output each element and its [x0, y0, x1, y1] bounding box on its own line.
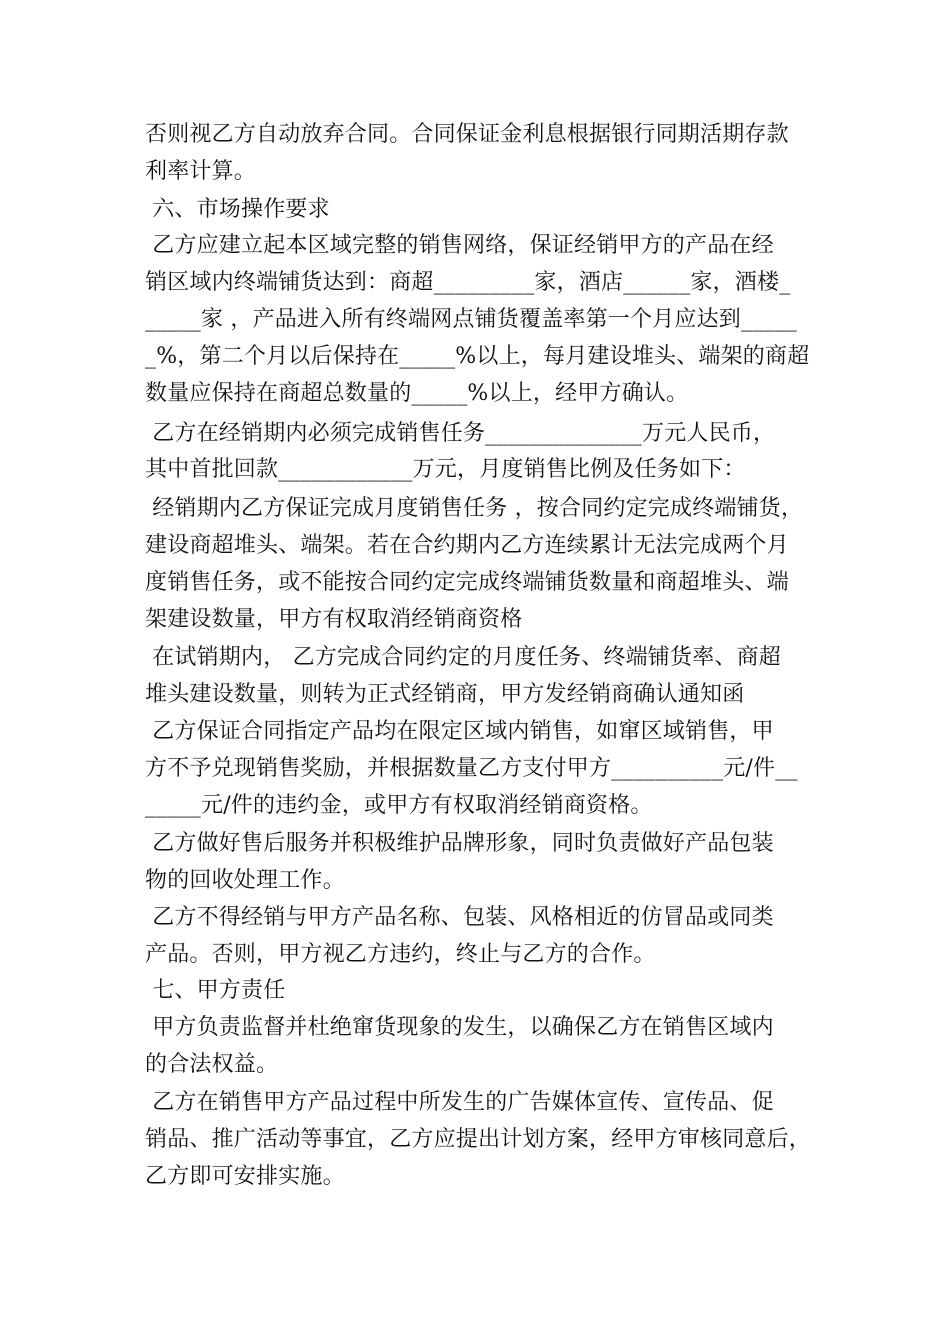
- section-heading-six: 六、市场操作要求: [145, 197, 330, 222]
- text-line: _____元/件的违约金，或甲方有权取消经销商资格。: [145, 793, 653, 818]
- text-line: _____家 ，产品进入所有终端网点铺货覆盖率第一个月应达到_____: [145, 307, 797, 332]
- text-line: 经销期内乙方保证完成月度销售任务 ，按合同约定完成终端铺货，: [145, 496, 804, 521]
- text-line: 乙方不得经销与甲方产品名称、包装、风格相近的仿冒品或同类: [145, 905, 774, 930]
- text-line: _%，第二个月以后保持在_____%以上，每月建设堆头、端架的商超: [145, 344, 810, 369]
- text-line: 乙方保证合同指定产品均在限定区域内销售，如窜区域销售，甲: [145, 719, 774, 744]
- text-line: 数量应保持在商超总数量的_____%以上，经甲方确认。: [145, 381, 689, 406]
- text-line: 甲方负责监督并杜绝窜货现象的发生，以确保乙方在销售区域内: [145, 1015, 774, 1040]
- text-line: 否则视乙方自动放弃合同。合同保证金利息根据银行同期活期存款: [145, 122, 789, 147]
- text-line: 产品。否则，甲方视乙方违约，终止与乙方的合作。: [145, 942, 656, 967]
- text-line: 乙方在经销期内必须完成销售任务______________万元人民币，: [145, 421, 776, 446]
- text-line: 销品、推广活动等事宜，乙方应提出计划方案，经甲方审核同意后，: [145, 1127, 812, 1152]
- section-heading-seven: 七、甲方责任: [145, 978, 286, 1003]
- text-line: 利率计算。: [145, 159, 257, 184]
- text-line: 乙方应建立起本区域完整的销售网络，保证经销甲方的产品在经: [145, 233, 774, 258]
- text-line: 乙方即可安排实施。: [145, 1164, 345, 1189]
- text-line: 物的回收处理工作。: [145, 868, 345, 893]
- text-line: 建设商超堆头、端架。若在合约期内乙方连续累计无法完成两个月: [145, 533, 789, 558]
- text-line: 其中首批回款____________万元，月度销售比例及任务如下：: [145, 457, 746, 482]
- text-line: 方不予兑现销售奖励，并根据数量乙方支付甲方__________元/件__: [145, 756, 798, 781]
- text-line: 乙方做好售后服务并积极维护品牌形象，同时负责做好产品包装: [145, 831, 774, 856]
- text-line: 架建设数量，甲方有权取消经销商资格: [145, 607, 523, 632]
- text-line: 销区域内终端铺货达到：商超_________家，酒店______家，酒楼_: [145, 270, 791, 295]
- text-line: 在试销期内， 乙方完成合同约定的月度任务、终端铺货率、商超: [145, 645, 781, 670]
- text-line: 度销售任务，或不能按合同约定完成终端铺货数量和商超堆头、端: [145, 570, 789, 595]
- text-line: 堆头建设数量，则转为正式经销商，甲方发经销商确认通知函: [145, 682, 745, 707]
- text-line: 乙方在销售甲方产品过程中所发生的广告媒体宣传、宣传品、促: [145, 1090, 774, 1115]
- text-line: 的合法权益。: [145, 1052, 279, 1077]
